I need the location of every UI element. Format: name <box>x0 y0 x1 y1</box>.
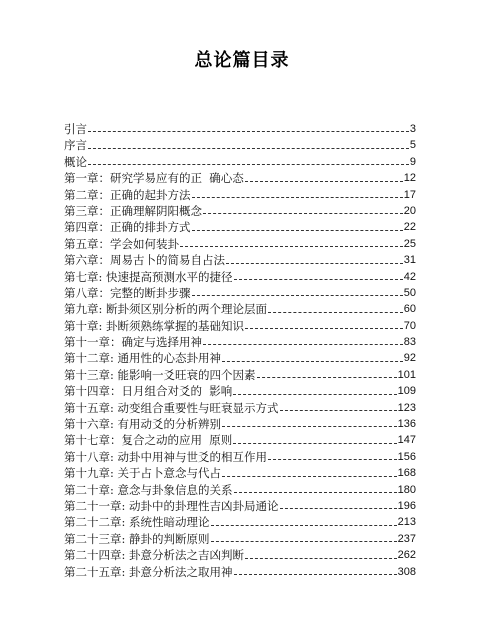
toc-entry <box>64 187 416 203</box>
toc-entry <box>64 252 416 268</box>
toc-dash-leader <box>211 541 397 542</box>
toc-entry <box>64 449 416 465</box>
toc-entry-page-number: 25 <box>403 237 416 250</box>
toc-entry-page-number: 31 <box>403 254 416 267</box>
toc-entry <box>64 383 416 399</box>
toc-entry <box>64 301 416 317</box>
toc-dash-leader <box>280 410 397 411</box>
toc-entry-label: 第十九章: 关于占卜意念与代占 <box>64 466 222 481</box>
toc-entry-label: 第六章：周易古卜的简易自占法 <box>64 253 225 268</box>
toc-entry <box>64 269 416 285</box>
table-of-contents <box>64 121 416 580</box>
toc-entry-page-number: 262 <box>397 549 416 562</box>
toc-entry-label: 第二十三章: 静卦的判断原则 <box>64 531 210 546</box>
toc-entry-label: 第四章：正确的排卦方式 <box>64 220 191 235</box>
toc-entry-label: 第一章：研究学易应有的正 确心态 <box>64 171 244 186</box>
toc-entry-label: 第五章：学会如何装卦 <box>64 236 179 251</box>
toc-dash-leader <box>192 295 403 296</box>
toc-entry-label: 第十三章: 能影响一爻旺衰的四个因素 <box>64 367 256 382</box>
toc-entry <box>64 137 416 153</box>
toc-dash-leader <box>88 164 409 165</box>
toc-dash-leader <box>192 230 403 231</box>
toc-entry-page-number: 92 <box>403 352 416 365</box>
toc-entry <box>64 498 416 514</box>
toc-dash-leader <box>234 574 397 575</box>
toc-entry <box>64 203 416 219</box>
toc-entry <box>64 236 416 252</box>
toc-dash-leader <box>245 328 403 329</box>
toc-entry-label: 第十一章：确定与选择用神 <box>64 335 202 350</box>
toc-entry-label: 第三章：正确理解阴阳概念 <box>64 203 202 218</box>
toc-entry-page-number: 83 <box>403 336 416 349</box>
toc-dash-leader <box>234 279 403 280</box>
toc-dash-leader <box>234 492 397 493</box>
toc-entry <box>64 482 416 498</box>
toc-entry-page-number: 196 <box>397 499 416 512</box>
toc-entry-page-number: 147 <box>397 434 416 447</box>
toc-dash-leader <box>192 197 403 198</box>
toc-entry-label: 第八章：完整的断卦步骤 <box>64 285 191 300</box>
toc-entry <box>64 334 416 350</box>
toc-entry <box>64 154 416 170</box>
toc-entry-page-number: 180 <box>397 483 416 496</box>
toc-entry-page-number: 17 <box>403 188 416 201</box>
toc-dash-leader <box>180 246 403 247</box>
toc-dash-leader <box>222 476 397 477</box>
toc-entry-label: 第十四章：日月组合对爻的 影响 <box>64 384 233 399</box>
toc-entry-label: 第十六章: 有用动爻的分析辨别 <box>64 417 222 432</box>
toc-entry-label: 概论 <box>64 154 87 169</box>
toc-entry-label: 第十八章: 动卦中用神与世爻的相互作用 <box>64 449 268 464</box>
toc-entry-label: 第十七章：复合之动的应用 原则 <box>64 433 233 448</box>
toc-entry-label: 第二十二章: 系统性暗动理论 <box>64 515 210 530</box>
toc-entry-label: 第十五章: 动变组合重要性与旺衰显示方式 <box>64 400 279 415</box>
toc-entry-label: 第十二章: 通用性的心态卦用神 <box>64 351 222 366</box>
toc-dash-leader <box>268 312 403 313</box>
toc-entry <box>64 219 416 235</box>
toc-entry-label: 第二十五章: 卦意分析法之取用神 <box>64 564 233 579</box>
toc-entry <box>64 170 416 186</box>
toc-entry <box>64 531 416 547</box>
toc-dash-leader <box>203 213 403 214</box>
toc-entry <box>64 285 416 301</box>
toc-entry-page-number: 22 <box>403 221 416 234</box>
toc-entry-label: 第二十一章: 动卦中的卦理性吉凶卦局通论 <box>64 498 279 513</box>
toc-entry <box>64 416 416 432</box>
toc-entry-page-number: 156 <box>397 450 416 463</box>
toc-dash-leader <box>88 148 409 149</box>
toc-entry-label: 第二十章: 意念与卦象信息的关系 <box>64 482 233 497</box>
toc-entry-label: 第九章: 断卦须区别分析的两个理论层面 <box>64 302 268 317</box>
toc-entry-label: 第二章：正确的起卦方法 <box>64 187 191 202</box>
toc-dash-leader <box>245 558 397 559</box>
toc-entry-page-number: 70 <box>403 319 416 332</box>
toc-entry-page-number: 168 <box>397 467 416 480</box>
toc-entry <box>64 514 416 530</box>
toc-entry-page-number: 50 <box>403 286 416 299</box>
toc-dash-leader <box>222 426 397 427</box>
toc-entry <box>64 121 416 137</box>
toc-dash-leader <box>226 263 403 264</box>
toc-dash-leader <box>233 443 396 444</box>
toc-entry-page-number: 9 <box>409 155 416 168</box>
toc-dash-leader <box>233 394 396 395</box>
toc-entry-page-number: 101 <box>397 368 416 381</box>
toc-entry <box>64 564 416 580</box>
toc-entry <box>64 367 416 383</box>
toc-entry-page-number: 109 <box>397 385 416 398</box>
toc-dash-leader <box>280 508 397 509</box>
toc-entry-page-number: 237 <box>397 532 416 545</box>
toc-entry-page-number: 308 <box>397 565 416 578</box>
toc-entry-label: 引言 <box>64 121 87 136</box>
toc-dash-leader <box>88 131 409 132</box>
toc-entry-page-number: 3 <box>409 122 416 135</box>
toc-entry-label: 第七章: 快速提高预测水平的捷径 <box>64 269 233 284</box>
toc-entry <box>64 465 416 481</box>
toc-entry <box>64 318 416 334</box>
toc-entry <box>64 400 416 416</box>
toc-dash-leader <box>211 525 397 526</box>
toc-entry-label: 第二十四章: 卦意分析法之吉凶判断 <box>64 548 245 563</box>
toc-dash-leader <box>268 459 397 460</box>
toc-entry <box>64 547 416 563</box>
toc-dash-leader <box>257 377 397 378</box>
toc-entry-page-number: 5 <box>409 139 416 152</box>
toc-dash-leader <box>203 344 403 345</box>
toc-entry-page-number: 42 <box>403 270 416 283</box>
toc-entry-label: 第十章: 卦断须熟练掌握的基础知识 <box>64 318 245 333</box>
toc-entry <box>64 432 416 448</box>
toc-entry-page-number: 20 <box>403 204 416 217</box>
toc-entry-page-number: 60 <box>403 303 416 316</box>
toc-dash-leader <box>245 181 403 182</box>
page-title: 总论篇目录 <box>194 50 290 71</box>
toc-entry-page-number: 136 <box>397 418 416 431</box>
toc-entry-page-number: 123 <box>397 401 416 414</box>
toc-dash-leader <box>222 361 403 362</box>
toc-entry-label: 序言 <box>64 138 87 153</box>
toc-entry-page-number: 12 <box>403 172 416 185</box>
toc-entry <box>64 350 416 366</box>
toc-entry-page-number: 213 <box>397 516 416 529</box>
